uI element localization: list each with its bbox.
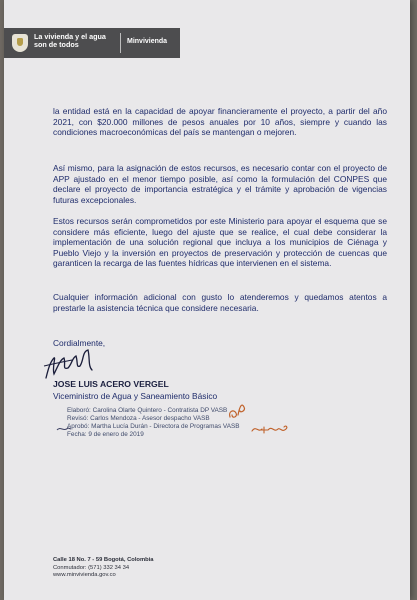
paragraph-regional-solution: Estos recursos serán comprometidos por este Ministerio para apoyar el esquema que se considere más eficiente, luego del ajuste que se realice, el cual debe considerar la implementación de una solución regional que incluya a los municipios de Ciénaga y Pueblo Viejo y la inversión en proyectos de preservación y protección de cuencas que garanticen la recarga de las fuentes hídricas que intervienen en el sistema. bbox=[53, 216, 387, 269]
credit-elaboro: Elaboró: Carolina Olarte Quintero - Contratista DP VASB bbox=[67, 407, 228, 414]
letterhead-slogan: La vivienda y el agua son de todos bbox=[34, 32, 106, 50]
paragraph-app-conpes: Así mismo, para la asignación de estos recursos, es necesario contar con el proyecto de APP ajustado en el menor tiempo posible, así como la formulación del CONPES que declare el proyecto de importancia estratégica y el trámite y aprobación de vigencias futuras excepcionales. bbox=[53, 163, 387, 205]
credit-reviso: Revisó: Carlos Mendoza - Asesor despacho VASB bbox=[67, 415, 210, 422]
closing-salutation: Cordialmente, bbox=[53, 338, 106, 348]
handwritten-signature bbox=[42, 340, 104, 382]
handwritten-mark-icon bbox=[56, 424, 72, 434]
ministry-name: Minvivienda bbox=[127, 38, 168, 45]
footer-address: Calle 18 No. 7 - 59 Bogotá, Colombia bbox=[53, 557, 154, 563]
coat-of-arms-icon bbox=[12, 34, 28, 52]
handwritten-initials-aprobo bbox=[250, 421, 290, 437]
letter-footer bbox=[53, 557, 154, 580]
signer-title: Viceministro de Agua y Saneamiento Básico bbox=[53, 391, 218, 401]
letter-page bbox=[4, 0, 410, 600]
paragraph-funding: la entidad está en la capacidad de apoyar financieramente el proyecto, a partir del año 2021, con $20.000 millones de pesos anuales por 10 años, siempre y cuando las condiciones macroeconómicas del país se mantengan o mejoren. bbox=[53, 106, 387, 138]
credit-fecha: Fecha: 9 de enero de 2019 bbox=[67, 431, 144, 438]
letterhead-bar bbox=[4, 28, 180, 58]
letterhead-divider bbox=[120, 33, 121, 53]
footer-website: www.minvivienda.gov.co bbox=[53, 572, 116, 579]
footer-phone: Conmutador: (571) 332 34 34 bbox=[53, 564, 130, 571]
paragraph-assistance: Cualquier información adicional con gusto lo atenderemos y quedamos atentos a prestarle la asistencia técnica que considere necesaria. bbox=[53, 292, 387, 313]
handwritten-initials-elaboro bbox=[226, 401, 248, 423]
signer-name: JOSE LUIS ACERO VERGEL bbox=[53, 379, 169, 389]
credit-aprobo: Aprobó: Martha Lucía Durán - Directora de Programas VASB bbox=[67, 423, 240, 430]
